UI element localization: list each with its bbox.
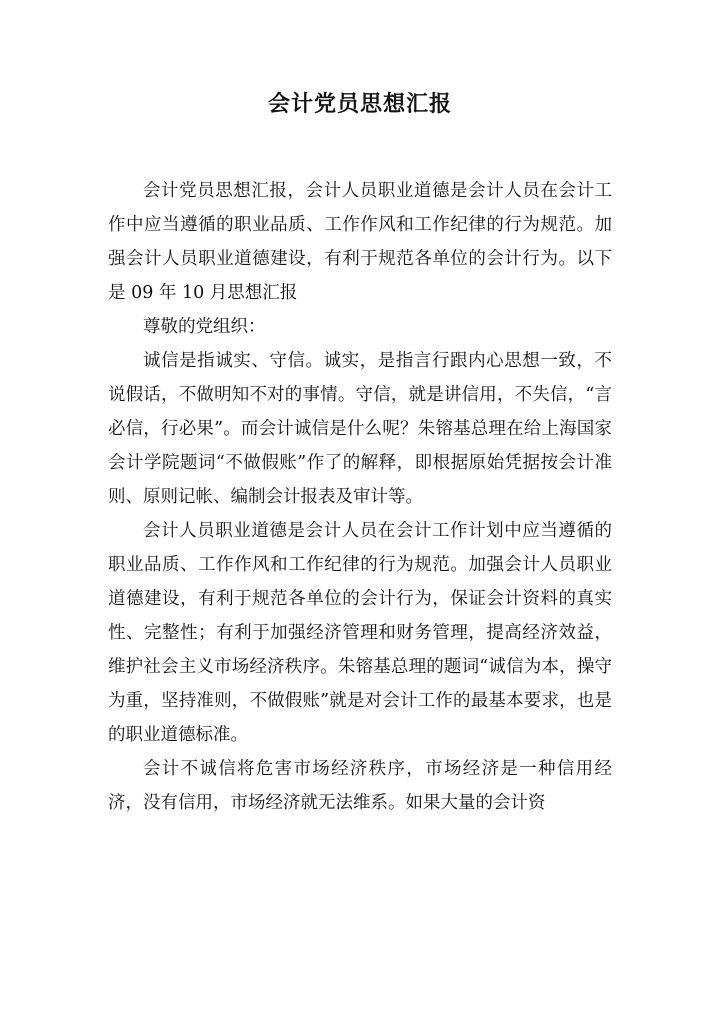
paragraph-intro: 会计党员思想汇报，会计人员职业道德是会计人员在会计工作中应当遵循的职业品质、工作作风和工作纪律的行为规范。加强会计人员职业道德建设，有利于规范各单位的会计行为。以下是 09 年 10 月思想汇报	[108, 181, 612, 303]
document-body	[108, 174, 612, 820]
paragraph-salutation: 尊敬的党组织：	[143, 317, 266, 337]
paragraph-ethics: 会计人员职业道德是会计人员在会计工作计划中应当遵循的职业品质、工作作风和工作纪律的行为规范。加强会计人员职业道德建设，有利于规范各单位的会计行为，保证会计资料的真实性、完整性；有利于加强经济管理和财务管理，提高经济效益，维护社会主义市场经济秩序。朱镕基总理的题词“诚信为本，操守为重，坚持准则，不做假账”就是对会计工作的最基本要求，也是的职业道德标准。	[108, 521, 612, 745]
paragraph-integrity: 诚信是指诚实、守信。诚实，是指言行跟内心思想一致，不说假话，不做明知不对的事情。守信，就是讲信用，不失信，“言必信，行必果”。而会计诚信是什么呢？朱镕基总理在给上海国家会计学院题词“不做假账”作了的解释，即根据原始凭据按会计准则、原则记帐、编制会计报表及审计等。	[108, 351, 612, 507]
document-title: 会计党员思想汇报	[267, 92, 452, 117]
paragraph-market-economy: 会计不诚信将危害市场经济秩序，市场经济是一种信用经济，没有信用，市场经济就无法维系。如果大量的会计资	[108, 759, 612, 813]
